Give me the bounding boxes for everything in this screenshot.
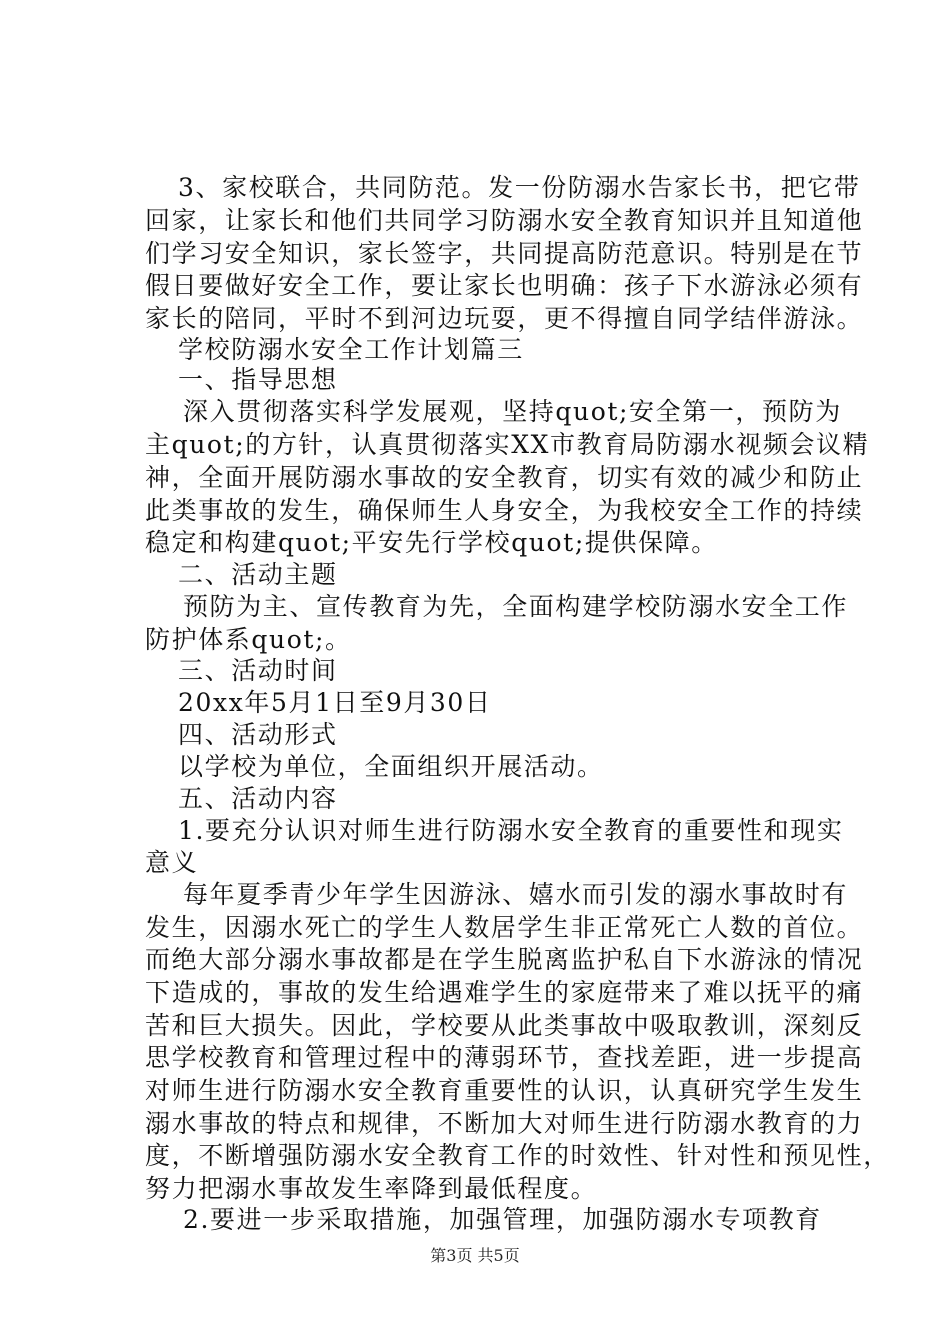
heading: 三、活动时间 [178, 656, 338, 685]
heading: 一、指导思想 [178, 365, 338, 394]
text-line: 防护体系quot;。 [145, 625, 352, 654]
text-line: 溺水事故的特点和规律，不断加大对师生进行防溺水教育的力 [145, 1109, 864, 1138]
heading: 四、活动形式 [178, 720, 338, 749]
text-line: 2.要进一步采取措施，加强管理，加强防溺水专项教育 [183, 1205, 822, 1234]
heading: 二、活动主题 [178, 560, 338, 589]
text-line: 努力把溺水事故发生率降到最低程度。 [145, 1174, 598, 1203]
text-line: 假日要做好安全工作，要让家长也明确：孩子下水游泳必须有 [145, 271, 864, 300]
text-line: 下造成的，事故的发生给遇难学生的家庭带来了难以抚平的痛 [145, 978, 864, 1007]
text-line: 以学校为单位，全面组织开展活动。 [178, 752, 604, 781]
text-line: 1.要充分认识对师生进行防溺水安全教育的重要性和现实 [178, 816, 844, 845]
text-line: 主quot;的方针，认真贯彻落实XX市教育局防溺水视频会议精 [145, 430, 870, 459]
text-line: 苦和巨大损失。因此，学校要从此类事故中吸取教训，深刻反 [145, 1011, 864, 1040]
text-line: 深入贯彻落实科学发展观，坚持quot;安全第一，预防为 [183, 397, 842, 426]
page-number: 第3页 共5页 [430, 1246, 520, 1265]
text-line: 意义 [145, 848, 199, 877]
heading: 五、活动内容 [178, 784, 338, 813]
text-line: 神，全面开展防溺水事故的安全教育，切实有效的减少和防止 [145, 463, 864, 492]
text-line: 此类事故的发生，确保师生人身安全，为我校安全工作的持续 [145, 496, 864, 525]
text-line: 回家，让家长和他们共同学习防溺水安全教育知识并且知道他 [145, 206, 864, 235]
text-line: 3、家校联合，共同防范。发一份防溺水告家长书，把它带 [178, 173, 861, 202]
text-line: 20xx年5月1日至9月30日 [178, 688, 492, 717]
section-title: 学校防溺水安全工作计划篇三 [178, 335, 524, 364]
text-line: 预防为主、宣传教育为先，全面构建学校防溺水安全工作 [183, 592, 849, 621]
text-line: 发生，因溺水死亡的学生人数居学生非正常死亡人数的首位。 [145, 913, 864, 942]
text-line: 每年夏季青少年学生因游泳、嬉水而引发的溺水事故时有 [183, 880, 849, 909]
text-line: 家长的陪同，平时不到河边玩耍，更不得擅自同学结伴游泳。 [145, 304, 864, 333]
text-line: 思学校教育和管理过程中的薄弱环节，查找差距，进一步提高 [145, 1043, 864, 1072]
text-line: 稳定和构建quot;平安先行学校quot;提供保障。 [145, 528, 718, 557]
text-line: 度，不断增强防溺水安全教育工作的时效性、针对性和预见性， [145, 1141, 890, 1170]
text-line: 对师生进行防溺水安全教育重要性的认识，认真研究学生发生 [145, 1076, 864, 1105]
text-line: 而绝大部分溺水事故都是在学生脱离监护私自下水游泳的情况 [145, 945, 864, 974]
text-line: 们学习安全知识，家长签字，共同提高防范意识。特别是在节 [145, 239, 864, 268]
